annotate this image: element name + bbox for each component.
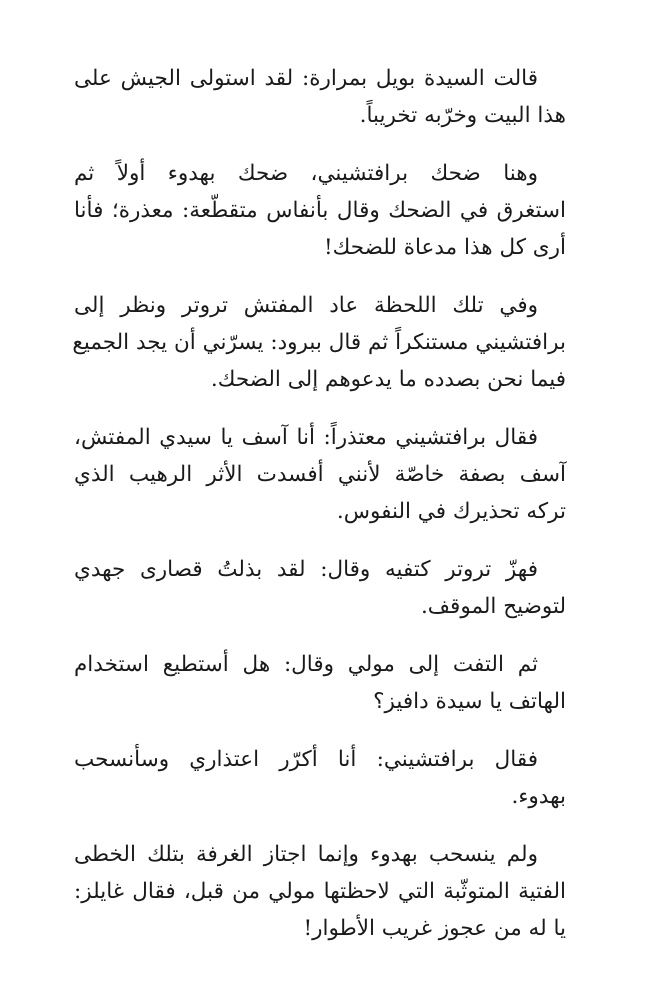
text-line: ثم التفت إلى مولي وقال: هل أستطيع استخدام [74, 652, 538, 677]
text-line: الهاتف يا سيدة دافيز؟ [373, 689, 566, 714]
text-line: يا له من عجوز غريب الأطوار! [303, 916, 566, 941]
text-line: استغرق في الضحك وقال بأنفاس متقطّعة: معذرة؛ فأنا [74, 198, 566, 223]
paragraph [74, 646, 566, 720]
text-line: أرى كل هذا مدعاة للضحك! [323, 235, 566, 260]
text-line: تركه تحذيرك في النفوس. [336, 499, 566, 524]
paragraph [74, 836, 566, 947]
paragraph [74, 287, 566, 398]
text-line: فهزّ تروتر كتفيه وقال: لقد بذلتُ قصارى جهدي [74, 557, 538, 582]
paragraph [74, 155, 566, 266]
text-line: وهنا ضحك برافتشيني، ضحك بهدوء أولاً ثم [74, 161, 538, 186]
paragraph [74, 741, 566, 815]
paragraph [74, 419, 566, 530]
text-line: هذا البيت وخرّبه تخريباً. [359, 103, 566, 128]
text-line: بهدوء. [511, 784, 566, 809]
text-line: فيما نحن بصدده ما يدعوهم إلى الضحك. [210, 367, 566, 392]
text-line: ولم ينسحب بهدوء وإنما اجتاز الغرفة بتلك الخطى [74, 842, 538, 867]
book-page [74, 60, 566, 968]
paragraph [74, 551, 566, 625]
text-line: برافتشيني مستنكراً ثم قال ببرود: يسرّني أن يجد الجميع [72, 330, 566, 355]
text-line: لتوضيح الموقف. [420, 594, 566, 619]
text-line: فقال برافتشيني معتذراً: أنا آسف يا سيدي المفتش، [74, 425, 538, 450]
text-line: وفي تلك اللحظة عاد المفتش تروتر ونظر إلى [74, 293, 538, 318]
paragraph [74, 60, 566, 134]
text-line: قالت السيدة بويل بمرارة: لقد استولى الجيش على [74, 66, 538, 91]
text-line: فقال برافتشيني: أنا أكرّر اعتذاري وسأنسحب [74, 747, 538, 772]
text-line: آسف بصفة خاصّة لأنني أفسدت الأثر الرهيب الذي [74, 462, 566, 487]
text-line: الفتية المتوثّبة التي لاحظتها مولي من قبل، فقال غايلز: [74, 879, 566, 904]
